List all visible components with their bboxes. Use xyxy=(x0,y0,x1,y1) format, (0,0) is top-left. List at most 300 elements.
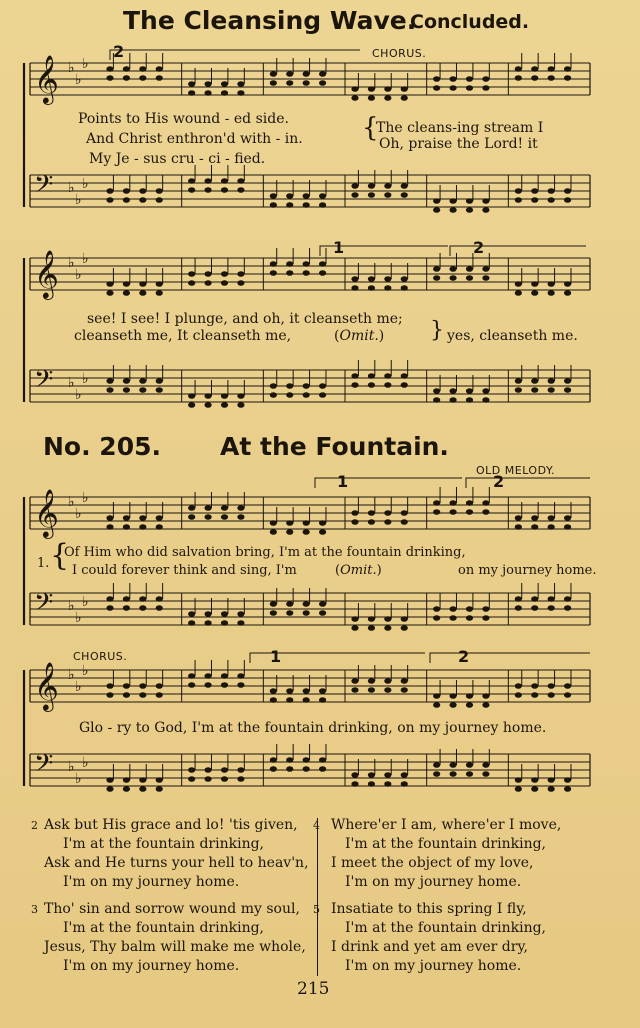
chorus-label: CHORUS. xyxy=(73,650,128,663)
note-head xyxy=(319,697,326,703)
note-head xyxy=(368,192,375,198)
note-head xyxy=(548,596,555,602)
note-head xyxy=(384,510,391,516)
note-head xyxy=(401,625,408,631)
note-head xyxy=(237,81,244,87)
note-head xyxy=(270,261,277,267)
note-head xyxy=(188,81,195,87)
flat-sign: ♭ xyxy=(82,176,89,192)
treble-clef: 𝄞 xyxy=(34,54,59,103)
note-head xyxy=(384,373,391,379)
note-head xyxy=(286,601,293,607)
note-head xyxy=(564,290,571,296)
note-head xyxy=(303,601,310,607)
note-head xyxy=(123,515,130,521)
note-head xyxy=(123,387,130,393)
note-head xyxy=(401,781,408,787)
omit-text: Omit. xyxy=(339,328,379,344)
note-head xyxy=(449,266,456,272)
note-head xyxy=(188,187,195,193)
note-head xyxy=(384,625,391,631)
note-head xyxy=(548,786,555,792)
note-head xyxy=(139,66,146,72)
flat-sign: ♭ xyxy=(82,663,89,679)
note-head xyxy=(515,281,522,287)
verse-line: I'm on my journey home. xyxy=(63,874,240,890)
note-head xyxy=(531,683,538,689)
hymn-status: Concluded. xyxy=(410,11,530,33)
lyric-brace: { xyxy=(50,538,70,573)
flat-sign: ♭ xyxy=(82,594,89,610)
note-head xyxy=(188,673,195,679)
note-head xyxy=(401,95,408,101)
note-head xyxy=(548,290,555,296)
note-head xyxy=(123,378,130,384)
note-head xyxy=(188,767,195,773)
note-head xyxy=(106,605,113,611)
treble-clef: 𝄞 xyxy=(34,249,59,298)
note-head xyxy=(401,687,408,693)
verse-line: Insatiate to this spring I fly, xyxy=(331,901,527,917)
note-head xyxy=(221,673,228,679)
note-head xyxy=(139,605,146,611)
flat-sign: ♭ xyxy=(82,56,89,72)
note-head xyxy=(106,75,113,81)
note-head xyxy=(139,387,146,393)
ending-number: 1 xyxy=(337,472,349,491)
note-head xyxy=(433,762,440,768)
note-head xyxy=(351,510,358,516)
note-head xyxy=(466,198,473,204)
note-head xyxy=(548,378,555,384)
note-head xyxy=(188,776,195,782)
note-head xyxy=(368,285,375,291)
note-head xyxy=(303,383,310,389)
note-head xyxy=(237,187,244,193)
note-head xyxy=(466,693,473,699)
note-head xyxy=(156,786,163,792)
note-head xyxy=(270,529,277,535)
note-head xyxy=(123,605,130,611)
note-head xyxy=(204,673,211,679)
note-head xyxy=(515,605,522,611)
ending-number: 2 xyxy=(493,472,505,491)
volta-bracket xyxy=(110,50,360,60)
note-head xyxy=(237,402,244,408)
flat-sign: ♭ xyxy=(75,506,82,522)
note-head xyxy=(482,702,489,708)
note-head xyxy=(401,183,408,189)
flat-sign: ♭ xyxy=(68,375,75,391)
note-head xyxy=(384,183,391,189)
note-head xyxy=(123,596,130,602)
verse-4 xyxy=(313,816,561,892)
note-head xyxy=(286,383,293,389)
note-head xyxy=(482,388,489,394)
note-head xyxy=(319,202,326,208)
lyric-line: Glo - ry to God, I'm at the fountain drinking, on my journey home. xyxy=(79,720,547,736)
note-head xyxy=(106,524,113,530)
note-head xyxy=(384,772,391,778)
note-head xyxy=(286,261,293,267)
note-head xyxy=(237,620,244,626)
note-head xyxy=(401,373,408,379)
note-head xyxy=(303,766,310,772)
verse-line: Jesus, Thy balm will make me whole, xyxy=(44,939,306,955)
note-head xyxy=(433,509,440,515)
note-head xyxy=(482,85,489,91)
note-head xyxy=(515,387,522,393)
treble-clef: 𝄞 xyxy=(34,661,59,710)
note-head xyxy=(548,605,555,611)
note-head xyxy=(303,520,310,526)
note-head xyxy=(466,397,473,403)
verse-number: 2 xyxy=(31,819,38,832)
note-head xyxy=(384,192,391,198)
note-head xyxy=(139,378,146,384)
note-head xyxy=(106,692,113,698)
note-head xyxy=(270,383,277,389)
note-head xyxy=(433,771,440,777)
chorus-lyric: Oh, praise the Lord! it xyxy=(379,136,538,152)
note-head xyxy=(237,767,244,773)
note-head xyxy=(482,606,489,612)
omit-mark: (Omit.) xyxy=(334,328,385,344)
note-head xyxy=(564,786,571,792)
note-head xyxy=(531,524,538,530)
note-head xyxy=(531,777,538,783)
note-head xyxy=(303,71,310,77)
note-head xyxy=(368,519,375,525)
note-head xyxy=(351,373,358,379)
note-head xyxy=(515,188,522,194)
note-head xyxy=(515,596,522,602)
note-head xyxy=(564,683,571,689)
note-head xyxy=(515,515,522,521)
note-head xyxy=(482,500,489,506)
lyric-brace: } xyxy=(430,318,444,343)
verse-number: 1. xyxy=(37,556,50,571)
note-head xyxy=(139,596,146,602)
note-head xyxy=(384,276,391,282)
note-head xyxy=(139,281,146,287)
lyric-line: My Je - sus cru - ci - fied. xyxy=(89,151,266,167)
note-head xyxy=(156,515,163,521)
note-head xyxy=(351,95,358,101)
note-head xyxy=(156,188,163,194)
note-head xyxy=(204,187,211,193)
note-head xyxy=(449,85,456,91)
hymn-title: At the Fountain. xyxy=(220,432,449,461)
note-head xyxy=(548,515,555,521)
flat-sign: ♭ xyxy=(82,490,89,506)
note-head xyxy=(531,75,538,81)
note-head xyxy=(482,509,489,515)
note-head xyxy=(319,71,326,77)
note-head xyxy=(384,519,391,525)
note-head xyxy=(515,75,522,81)
note-head xyxy=(270,757,277,763)
note-head xyxy=(515,290,522,296)
note-head xyxy=(433,85,440,91)
note-head xyxy=(466,509,473,515)
flat-sign: ♭ xyxy=(68,598,75,614)
note-head xyxy=(531,605,538,611)
note-head xyxy=(303,261,310,267)
note-head xyxy=(564,777,571,783)
note-head xyxy=(156,290,163,296)
verse-line: Ask but His grace and lo! 'tis given, xyxy=(44,817,298,833)
note-head xyxy=(368,678,375,684)
lyric-line: cleanseth me, It cleanseth me, xyxy=(74,328,292,344)
note-head xyxy=(303,193,310,199)
note-head xyxy=(286,610,293,616)
lyric-line: yes, cleanseth me. xyxy=(447,328,578,344)
note-head xyxy=(303,80,310,86)
note-head xyxy=(303,270,310,276)
note-head xyxy=(564,524,571,530)
note-head xyxy=(449,693,456,699)
note-head xyxy=(384,86,391,92)
note-head xyxy=(564,378,571,384)
verse-3 xyxy=(31,900,309,976)
note-head xyxy=(204,280,211,286)
note-head xyxy=(237,682,244,688)
note-head xyxy=(449,275,456,281)
note-head xyxy=(123,786,130,792)
note-head xyxy=(106,387,113,393)
note-head xyxy=(482,397,489,403)
note-head xyxy=(237,514,244,520)
note-head xyxy=(515,524,522,530)
note-head xyxy=(237,271,244,277)
note-head xyxy=(433,198,440,204)
note-head xyxy=(351,382,358,388)
note-head xyxy=(319,383,326,389)
note-head xyxy=(139,777,146,783)
note-head xyxy=(123,290,130,296)
verse-5 xyxy=(313,900,561,976)
note-head xyxy=(286,80,293,86)
chorus-label: CHORUS. xyxy=(372,47,427,60)
note-head xyxy=(531,515,538,521)
note-head xyxy=(449,702,456,708)
note-head xyxy=(221,402,228,408)
verse-block xyxy=(31,816,309,976)
note-head xyxy=(531,66,538,72)
note-head xyxy=(139,75,146,81)
note-head xyxy=(139,515,146,521)
note-head xyxy=(548,197,555,203)
note-head xyxy=(204,393,211,399)
note-head xyxy=(531,188,538,194)
note-head xyxy=(449,500,456,506)
note-head xyxy=(482,76,489,82)
note-head xyxy=(401,519,408,525)
note-head xyxy=(466,702,473,708)
note-head xyxy=(449,76,456,82)
note-head xyxy=(286,71,293,77)
note-head xyxy=(466,76,473,82)
note-head xyxy=(270,270,277,276)
note-head xyxy=(156,387,163,393)
flat-sign: ♭ xyxy=(82,251,89,267)
note-head xyxy=(531,281,538,287)
note-head xyxy=(384,95,391,101)
note-head xyxy=(106,596,113,602)
note-head xyxy=(156,75,163,81)
flat-sign: ♭ xyxy=(75,192,82,208)
note-head xyxy=(204,402,211,408)
note-head xyxy=(368,772,375,778)
note-head xyxy=(270,520,277,526)
note-head xyxy=(548,692,555,698)
note-head xyxy=(531,387,538,393)
tune-name: OLD MELODY. xyxy=(476,464,555,477)
note-head xyxy=(139,290,146,296)
note-head xyxy=(204,611,211,617)
note-head xyxy=(515,378,522,384)
note-head xyxy=(204,514,211,520)
lyric-line: Points to His wound - ed side. xyxy=(78,111,289,127)
note-head xyxy=(303,202,310,208)
note-head xyxy=(368,510,375,516)
ending-number: 2 xyxy=(113,42,125,61)
note-head xyxy=(433,266,440,272)
verse-number: 5 xyxy=(313,903,320,916)
ending-number: 2 xyxy=(458,647,470,666)
note-head xyxy=(466,85,473,91)
note-head xyxy=(188,393,195,399)
note-head xyxy=(319,193,326,199)
flat-sign: ♭ xyxy=(82,371,89,387)
note-head xyxy=(466,762,473,768)
note-head xyxy=(188,280,195,286)
note-head xyxy=(286,392,293,398)
note-head xyxy=(237,611,244,617)
note-head xyxy=(433,693,440,699)
note-head xyxy=(156,281,163,287)
note-head xyxy=(286,757,293,763)
note-head xyxy=(156,378,163,384)
bass-clef: 𝄢 xyxy=(34,588,54,623)
volta-bracket xyxy=(430,653,590,663)
note-head xyxy=(237,280,244,286)
note-head xyxy=(449,397,456,403)
note-head xyxy=(204,620,211,626)
lyric-brace: { xyxy=(362,113,379,143)
verse-block xyxy=(313,816,561,976)
note-head xyxy=(221,682,228,688)
note-head xyxy=(221,187,228,193)
note-head xyxy=(401,276,408,282)
note-head xyxy=(139,683,146,689)
note-head xyxy=(401,192,408,198)
flat-sign: ♭ xyxy=(75,771,82,787)
verse-line: Tho' sin and sorrow wound my soul, xyxy=(44,901,300,917)
verse-number: 3 xyxy=(31,903,38,916)
note-head xyxy=(139,692,146,698)
note-head xyxy=(548,777,555,783)
verse-line: I'm on my journey home. xyxy=(345,958,522,974)
note-head xyxy=(270,601,277,607)
note-head xyxy=(531,290,538,296)
note-head xyxy=(188,620,195,626)
note-head xyxy=(221,178,228,184)
note-head xyxy=(123,66,130,72)
note-head xyxy=(286,202,293,208)
note-head xyxy=(221,505,228,511)
note-head xyxy=(106,777,113,783)
flat-sign: ♭ xyxy=(82,755,89,771)
note-head xyxy=(482,207,489,213)
note-head xyxy=(433,615,440,621)
note-head xyxy=(319,529,326,535)
note-head xyxy=(270,392,277,398)
note-head xyxy=(564,75,571,81)
verse-line: I meet the object of my love, xyxy=(331,855,534,871)
note-head xyxy=(482,693,489,699)
note-head xyxy=(482,762,489,768)
note-head xyxy=(221,90,228,96)
note-head xyxy=(286,193,293,199)
note-head xyxy=(466,500,473,506)
note-head xyxy=(368,276,375,282)
note-head xyxy=(106,378,113,384)
ending-number: 1 xyxy=(333,238,345,257)
note-head xyxy=(303,697,310,703)
note-head xyxy=(531,786,538,792)
note-head xyxy=(188,505,195,511)
note-head xyxy=(531,692,538,698)
omit-text: Omit. xyxy=(340,563,377,578)
note-head xyxy=(221,393,228,399)
note-head xyxy=(303,610,310,616)
note-head xyxy=(466,771,473,777)
note-head xyxy=(156,605,163,611)
note-head xyxy=(270,71,277,77)
note-head xyxy=(123,188,130,194)
note-head xyxy=(564,66,571,72)
note-head xyxy=(401,678,408,684)
note-head xyxy=(351,781,358,787)
note-head xyxy=(433,207,440,213)
bass-clef: 𝄢 xyxy=(34,749,54,784)
note-head xyxy=(221,776,228,782)
note-head xyxy=(351,276,358,282)
note-head xyxy=(204,90,211,96)
note-head xyxy=(123,777,130,783)
note-head xyxy=(123,281,130,287)
note-head xyxy=(433,702,440,708)
note-head xyxy=(237,90,244,96)
note-head xyxy=(466,388,473,394)
note-head xyxy=(188,90,195,96)
note-head xyxy=(156,683,163,689)
note-head xyxy=(106,683,113,689)
note-head xyxy=(106,290,113,296)
note-head xyxy=(449,606,456,612)
note-head xyxy=(139,524,146,530)
note-head xyxy=(384,781,391,787)
note-head xyxy=(139,188,146,194)
note-head xyxy=(123,75,130,81)
note-head xyxy=(564,197,571,203)
note-head xyxy=(221,514,228,520)
treble-clef: 𝄞 xyxy=(34,488,59,537)
note-head xyxy=(204,682,211,688)
note-head xyxy=(221,280,228,286)
